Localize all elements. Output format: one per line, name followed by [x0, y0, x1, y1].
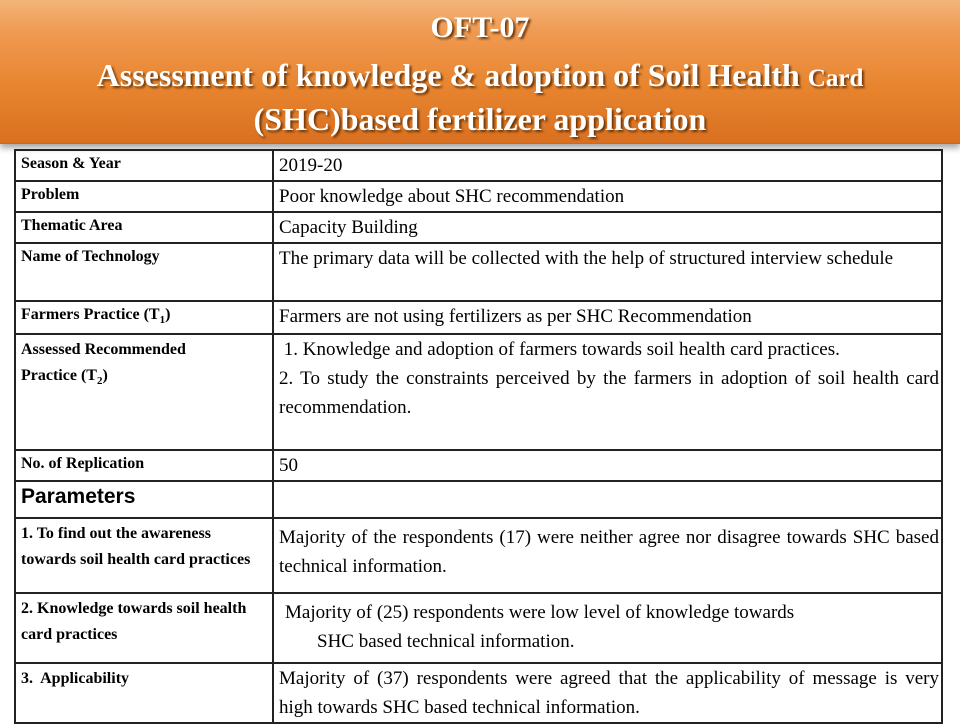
table-row — [15, 301, 942, 334]
slide-title-line1 — [0, 54, 960, 100]
row-value: Capacity Building — [273, 212, 942, 243]
slide-title-line2: (SHC)based fertilizer application — [253, 101, 707, 137]
row-value — [273, 593, 942, 663]
value-line: SHC based technical information. — [317, 631, 575, 653]
table-row — [15, 450, 942, 481]
table-row — [15, 150, 942, 181]
label-end: ) — [165, 306, 171, 323]
slide-code: OFT-07 — [430, 11, 530, 44]
subscript: 1 — [159, 314, 166, 327]
label-line: Practice $(T_2)$ — [21, 367, 108, 388]
table-row — [15, 181, 942, 212]
row-label: 1. To find out the awareness towards soil health card practices — [15, 518, 273, 593]
value-line: Majority of (25) respondents were low level of knowledge towards — [285, 602, 795, 624]
table-row — [15, 481, 942, 518]
table-row — [15, 518, 942, 593]
row-value: Poor knowledge about SHC recommendation — [273, 181, 942, 212]
row-label — [15, 301, 273, 334]
title-banner — [0, 0, 960, 144]
parameters-heading: Parameters — [15, 481, 273, 518]
row-value: 50 — [273, 450, 942, 481]
table-row — [15, 243, 942, 301]
label-line: Assessed Recommended — [21, 341, 186, 359]
row-label: No. of Replication — [15, 450, 273, 481]
title-small-text: Card — [807, 65, 864, 92]
row-label: 3. Applicability — [15, 663, 273, 723]
row-value-empty — [273, 481, 942, 518]
row-value — [273, 334, 942, 450]
row-value: Majority of (37) respondents were agreed that the applicability of message is very high towards SHC based technical information. — [273, 663, 942, 723]
value-point: 1. Knowledge and adoption of farmers towards soil health card practices. — [279, 339, 840, 361]
row-value: The primary data will be collected with the help of structured interview schedule — [273, 243, 942, 301]
row-label: Name of Technology — [15, 243, 273, 301]
row-label: 2. Knowledge towards soil health card practices — [15, 593, 273, 663]
subscript: 2 — [96, 375, 103, 388]
title-main-text: Assessment of knowledge & adoption of Soil Health — [96, 57, 808, 93]
table-row — [15, 334, 942, 450]
row-label: Thematic Area — [15, 212, 273, 243]
table-row — [15, 212, 942, 243]
row-value: 2019-20 — [273, 150, 942, 181]
row-value: Farmers are not using fertilizers as per SHC Recommendation — [273, 301, 942, 334]
row-label — [15, 334, 273, 450]
label-text: Farmers Practice (T — [21, 306, 160, 323]
row-label: Problem — [15, 181, 273, 212]
value-point: 2. To study the constraints perceived by the farmers in adoption of soil health card recommendation. — [279, 368, 939, 419]
table-row — [15, 593, 942, 663]
oft-details-table — [14, 149, 943, 724]
row-label: Season & Year — [15, 150, 273, 181]
row-value: Majority of the respondents (17) were neither agree nor disagree towards SHC based technical information. — [273, 518, 942, 593]
table-row — [15, 663, 942, 723]
